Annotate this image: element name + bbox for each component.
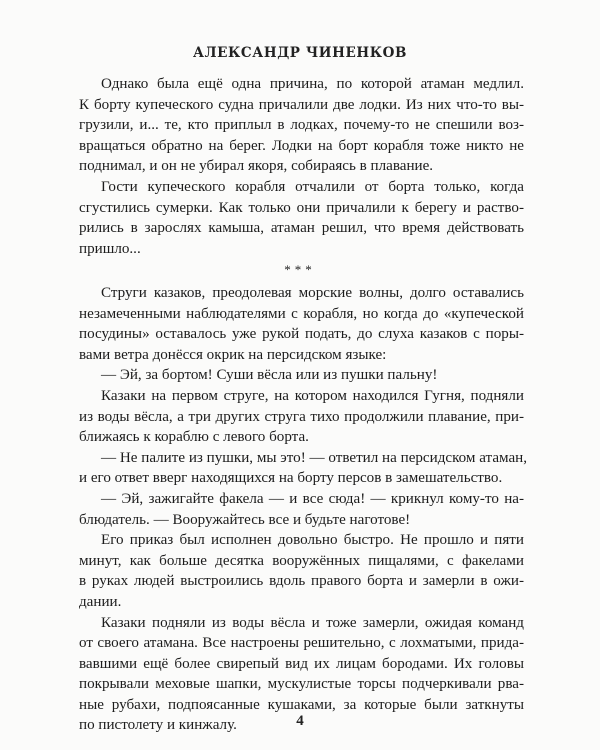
text-line: — Не палите из пушки, мы это! — ответил на персидском атаман, bbox=[101, 449, 528, 466]
text-line: из воды вёсла, а три других струга тихо продолжили плавание, при- bbox=[79, 408, 524, 425]
text-line: незамеченными наблюдателями с корабля, но когда до «купеческой bbox=[79, 305, 524, 322]
text-line: ближаясь к кораблю с левого борта. bbox=[79, 429, 309, 446]
text-line: вавшими ещё более свирепый вид их лицам бородами. Их головы bbox=[79, 655, 524, 672]
text-line: ные рубахи, подпоясанные кушаками, за которые были заткнуты bbox=[79, 696, 524, 713]
text-line: по пистолету и кинжалу. bbox=[79, 717, 237, 734]
text-line: — Эй, за бортом! Суши вёсла или из пушки пальну! bbox=[101, 367, 438, 384]
text-line: посудины» оставалось уже рукой подать, до слуха казаков с поры- bbox=[79, 326, 524, 343]
text-line: покрывали меховые шапки, мускулистые торсы подчеркивали рва- bbox=[79, 676, 524, 693]
text-line: в руках людей выстроились вдоль правого борта и замерли в ожи- bbox=[79, 573, 524, 590]
text-line: вращаться обратно на берег. Лодки на борт корабля тоже никто не bbox=[79, 137, 524, 154]
text-line: Его приказ был исполнен довольно быстро. Не прошло и пяти bbox=[101, 532, 524, 549]
text-line: и его ответ вверг находящихся на борту персов в замешательство. bbox=[79, 470, 503, 487]
text-line: поднимал, и он не убирал якоря, собираясь в плавание. bbox=[79, 158, 434, 175]
text-block-1 bbox=[79, 74, 524, 259]
text-line: Струги казаков, преодолевая морские волны, долго оставались bbox=[101, 285, 524, 301]
text-line: минут, как больше десятка вооружённых пищалями, с факелами bbox=[79, 552, 524, 569]
text-line: Гости купеческого корабля отчалили от борта только, когда bbox=[101, 178, 524, 195]
text-line: Казаки на первом струге, на котором находился Гугня, подняли bbox=[101, 387, 524, 404]
text-line: Однако была ещё одна причина, по которой атаман медлил. bbox=[101, 76, 524, 92]
text-line: пришло... bbox=[79, 240, 141, 257]
section-separator: *** bbox=[284, 262, 316, 277]
text-line: — Эй, зажигайте факела — и все сюда! — крикнул кому-то на- bbox=[101, 490, 524, 507]
text-line: грузили, и... те, кто приплыл в лодках, почему-то не спешили воз- bbox=[79, 117, 524, 134]
text-line: рились в зарослях камыша, атаман решил, что время действовать bbox=[79, 220, 524, 237]
page-number: 4 bbox=[296, 713, 304, 729]
text-line: блюдатель. — Вооружайтесь все и будьте наготове! bbox=[79, 511, 411, 528]
text-line: от своего атамана. Все настроены решительно, с лохматыми, прида- bbox=[79, 635, 524, 652]
text-line: К борту купеческого судна причалили две лодки. Из них что-то вы- bbox=[79, 96, 524, 113]
text-line: вами ветра донёсся окрик на персидском языке: bbox=[79, 346, 387, 363]
text-line: сгустились сумерки. Как только они причалили к берегу и раство- bbox=[79, 199, 524, 216]
text-block-2 bbox=[79, 283, 528, 736]
text-line: Казаки подняли из воды вёсла и тоже замерли, ожидая команд bbox=[101, 614, 524, 631]
text-line: дании. bbox=[79, 593, 122, 610]
running-header-author: АЛЕКСАНДР ЧИНЕНКОВ bbox=[193, 45, 407, 61]
